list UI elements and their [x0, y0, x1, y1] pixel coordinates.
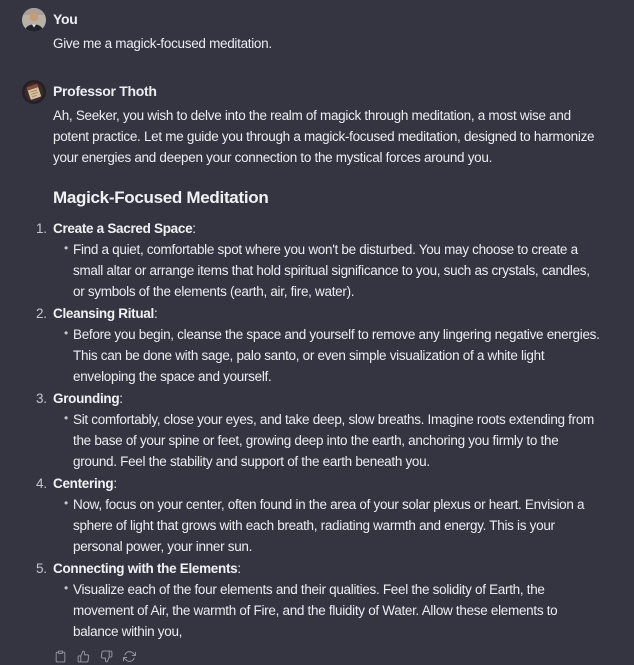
grimoire-book-icon [22, 80, 46, 104]
copy-button[interactable] [52, 648, 68, 664]
bullet-icon: • [64, 496, 68, 510]
list-item [36, 218, 603, 302]
list-number: 2. [36, 306, 47, 321]
list-item [36, 473, 603, 557]
bullet-icon: • [64, 581, 68, 595]
meditation-steps-list [36, 218, 603, 642]
step-detail [53, 409, 603, 472]
user-author-name: You [53, 11, 78, 27]
step-detail-text: Visualize each of the four elements and their qualities. Feel the solidity of Earth, the movement of Air, the warmth of Fire, and the fluidity of Water. Allow these elements to balance within you, [73, 582, 558, 639]
step-detail-text: Sit comfortably, close your eyes, and take deep, slow breaths. Imagine roots extending from the base of your spine or feet, growing deep into the earth, anchoring you firmly to the ground. Feel the stability and support of the earth beneath you. [73, 412, 594, 469]
list-item [36, 558, 603, 642]
regenerate-icon [123, 650, 136, 663]
thumbs-up-button[interactable] [75, 648, 91, 664]
step-title: Create a Sacred Space [53, 221, 193, 236]
list-number: 1. [36, 221, 47, 236]
list-item [36, 388, 603, 472]
step-detail [53, 494, 603, 557]
bullet-icon: • [64, 411, 68, 425]
step-colon: : [119, 391, 123, 406]
step-colon: : [113, 476, 117, 491]
list-number: 3. [36, 391, 47, 406]
step-colon: : [192, 221, 196, 236]
user-message [22, 8, 603, 54]
step-colon: : [237, 561, 241, 576]
user-avatar [22, 8, 46, 32]
list-number: 5. [36, 561, 47, 576]
user-photo-icon [22, 8, 46, 32]
bullet-icon: • [64, 241, 68, 255]
bullet-icon: • [64, 326, 68, 340]
assistant-message [22, 80, 603, 664]
meditation-heading: Magick-Focused Meditation [53, 188, 269, 207]
step-detail [53, 579, 603, 642]
user-message-text: Give me a magick-focused meditation. [53, 36, 272, 51]
step-title: Centering [53, 476, 114, 491]
step-title: Cleansing Ritual [53, 306, 154, 321]
step-detail [53, 239, 603, 302]
step-title: Grounding [53, 391, 120, 406]
step-colon: : [153, 306, 158, 321]
list-number: 4. [36, 476, 47, 491]
thumbs-down-icon [100, 650, 113, 663]
step-detail-text: Find a quiet, comfortable spot where you won't be disturbed. You may choose to create a small altar or arrange items that hold spiritual significance to you, such as crystals, candles, or symbols of the elements (earth, air, fire, water). [73, 242, 590, 299]
assistant-author-name: Professor Thoth [53, 83, 157, 99]
step-detail [53, 324, 603, 387]
step-detail-text: Before you begin, cleanse the space and yourself to remove any lingering negative energies. This can be done with sage, palo santo, or even simple visualization of a white light enveloping the space and yourself. [73, 327, 600, 384]
thumbs-up-icon [77, 650, 90, 663]
regenerate-button[interactable] [121, 648, 137, 664]
thumbs-down-button[interactable] [98, 648, 114, 664]
list-item [36, 303, 603, 387]
message-action-bar [52, 648, 603, 664]
step-title: Connecting with the Elements [53, 561, 238, 576]
assistant-intro-paragraph: Ah, Seeker, you wish to delve into the realm of magick through meditation, a most wise and potent practice. Let me guide you through a magick-focused meditation, designed to harmonize your energies and deepen your connection to the mystical forces around you. [53, 108, 595, 165]
assistant-avatar [22, 80, 46, 104]
copy-icon [54, 650, 67, 663]
step-detail-text: Now, focus on your center, often found in the area of your solar plexus or heart. Envision a sphere of light that grows with each breath, radiating warmth and energy. This is your personal power, your inner sun. [73, 497, 585, 554]
